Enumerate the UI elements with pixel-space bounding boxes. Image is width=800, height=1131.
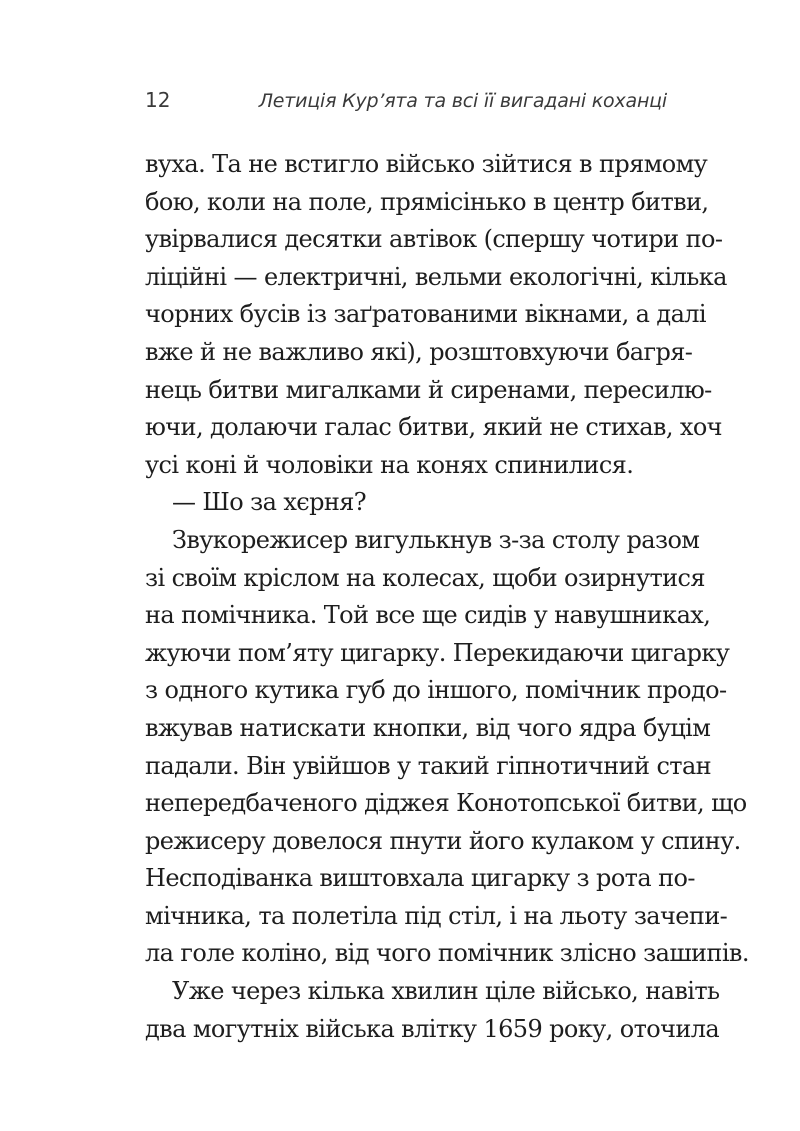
text-line: чорних бусів із заґратованими вікнами, а далі (145, 300, 707, 329)
page-number: 12 (145, 88, 171, 112)
text-line: вже й не важливо які), розштовхуючи багря- (145, 337, 693, 366)
text-line: непередбаченого діджея Конотопської битви, що (145, 789, 747, 818)
text-line: Несподіванка виштовхала цигарку з рота по- (145, 864, 695, 893)
text-line: падали. Він увійшов у такий гіпнотичний стан (145, 751, 712, 780)
text-line: мічника, та полетіла під стіл, і на льоту зачепи- (145, 901, 728, 930)
text-line: два могутніх війська влітку 1659 року, оточила (145, 1014, 720, 1043)
text-line: нець битви мигалками й сиренами, пересилю- (145, 375, 712, 404)
text-line: зі своїм кріслом на колесах, щоби озирнутися (145, 563, 705, 592)
text-line: увірвалися десятки автівок (спершу чотири по- (145, 225, 723, 254)
text-line: вуха. Та не встигло військо зійтися в прямому (145, 150, 708, 178)
running-header (145, 88, 667, 118)
text-line: Звукорежисер вигулькнув з-за столу разом (172, 525, 700, 554)
text-line: бою, коли на поле, прямісінько в центр битви, (145, 187, 709, 216)
text-line: режисеру довелося пнути його кулаком у спину. (145, 826, 741, 855)
text-line: на помічника. Той все ще сидів у навушниках, (145, 601, 711, 630)
body-text (145, 146, 749, 1048)
text-line: з одного кутика губ до іншого, помічник продо- (145, 676, 727, 705)
text-line: ючи, долаючи галас битви, який не стихав, хоч (145, 413, 722, 442)
text-line: ліційні — електричні, вельми екологічні, кілька (145, 262, 727, 291)
text-line: вжував натискати кнопки, від чого ядра буцім (145, 713, 711, 742)
text-line: жуючи пом’яту цигарку. Перекидаючи цигарку (145, 638, 730, 667)
text-line: ла голе коліно, від чого помічник злісно зашипів. (145, 939, 749, 968)
text-line: Уже через кілька хвилин ціле військо, навіть (172, 977, 720, 1006)
text-line: — Шо за хєрня? (172, 488, 367, 517)
book-title: Летиція Кур’ята та всі її вигадані коханці (258, 90, 667, 112)
text-line: усі коні й чоловіки на конях спинилися. (145, 450, 634, 479)
